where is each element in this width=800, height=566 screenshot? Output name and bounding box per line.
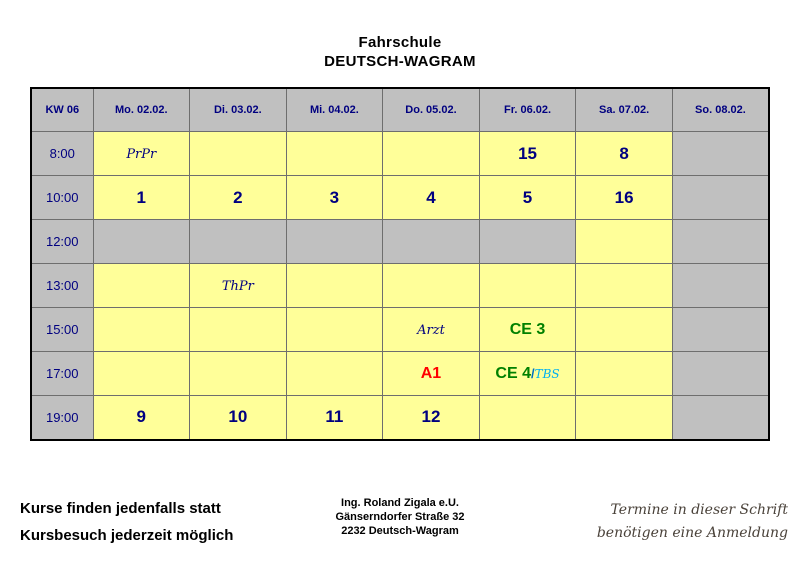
time-cell: 12:00 (31, 220, 93, 264)
schedule-entry: 8 (619, 143, 629, 163)
schedule-cell (383, 132, 480, 176)
schedule-entry: 11 (325, 407, 344, 427)
table-row (31, 176, 769, 220)
schedule-cell (479, 132, 576, 176)
table-row (31, 264, 769, 308)
schedule-cell (672, 396, 769, 440)
footer-address (300, 496, 500, 538)
schedule-cell (286, 176, 383, 220)
schedule-cell (383, 176, 480, 220)
schedule-cell (672, 352, 769, 396)
schedule-entry: 1 (136, 187, 147, 207)
title-line2: DEUTSCH-WAGRAM (324, 53, 476, 70)
schedule-cell (93, 396, 190, 440)
footer-right-line2: benötigen eine Anmeldung (596, 525, 788, 541)
schedule-cell (479, 396, 576, 440)
schedule-cell (190, 352, 287, 396)
schedule-cell (576, 396, 673, 440)
schedule-cell (190, 396, 287, 440)
schedule-cell (479, 220, 576, 264)
schedule-entry: TBS (534, 366, 560, 381)
page-title (0, 33, 800, 71)
schedule-cell (479, 264, 576, 308)
schedule-entry: 2 (233, 187, 243, 207)
header-cell-day: Mo. 02.02. (93, 88, 190, 132)
footer-left-line2: Kursbesuch jederzeit möglich (20, 527, 234, 544)
schedule-cell (286, 132, 383, 176)
schedule-cell (479, 308, 576, 352)
schedule-cell (479, 352, 576, 396)
schedule-entry: 15 (518, 143, 537, 163)
schedule-cell (286, 308, 383, 352)
time-cell: 19:00 (31, 396, 93, 440)
schedule-cell (383, 352, 480, 396)
schedule-cell (93, 220, 190, 264)
schedule-entry: 5 (522, 187, 533, 207)
table-row (31, 308, 769, 352)
header-cell-day: So. 08.02. (672, 88, 769, 132)
schedule-cell (576, 176, 673, 220)
schedule-entry: 9 (136, 407, 147, 427)
time-cell: 17:00 (31, 352, 93, 396)
schedule-cell (576, 220, 673, 264)
time-cell: 15:00 (31, 308, 93, 352)
title-line1: Fahrschule (358, 34, 442, 51)
footer-note-script (597, 499, 788, 545)
header-cell-day: Fr. 06.02. (479, 88, 576, 132)
schedule-cell (672, 264, 769, 308)
table-row (31, 132, 769, 176)
schedule-cell (93, 352, 190, 396)
schedule-entry: A1 (420, 364, 442, 382)
table-row (31, 220, 769, 264)
schedule-entry: 4 (426, 187, 436, 207)
schedule-entry: / (530, 365, 535, 381)
time-cell: 10:00 (31, 176, 93, 220)
schedule-cell (286, 220, 383, 264)
schedule-cell (190, 220, 287, 264)
schedule-entry: 3 (329, 187, 340, 207)
schedule-cell (383, 308, 480, 352)
time-cell: 13:00 (31, 264, 93, 308)
time-cell: 8:00 (31, 132, 93, 176)
footer-note-left (20, 495, 233, 549)
schedule-entry: 10 (228, 407, 248, 427)
schedule-cell (672, 308, 769, 352)
schedule-table (30, 87, 770, 441)
schedule-cell (190, 264, 287, 308)
schedule-cell (672, 220, 769, 264)
table-row (31, 396, 769, 440)
schedule-entry: CE 3 (509, 320, 546, 338)
footer-left-line1: Kurse finden jedenfalls statt (20, 500, 221, 517)
footer-address-street: Gänserndorfer Straße 32 (335, 511, 465, 523)
schedule-body (31, 132, 769, 440)
schedule-cell (93, 176, 190, 220)
schedule-entry: 16 (614, 187, 634, 207)
header-cell-week: KW 06 (31, 88, 93, 132)
schedule-entry: Arzt (417, 322, 445, 338)
schedule-cell (190, 132, 287, 176)
schedule-cell (286, 396, 383, 440)
schedule-entry: ThPr (221, 278, 254, 294)
schedule-cell (479, 176, 576, 220)
schedule-entry: 12 (421, 407, 441, 427)
header-cell-day: Do. 05.02. (383, 88, 480, 132)
schedule-cell (576, 352, 673, 396)
schedule-entry: PrPr (126, 146, 157, 162)
schedule-entry: CE 4 (495, 364, 531, 382)
schedule-cell (93, 308, 190, 352)
schedule-cell (190, 308, 287, 352)
schedule-cell (286, 352, 383, 396)
schedule-cell (190, 176, 287, 220)
schedule-cell (672, 176, 769, 220)
header-cell-day: Mi. 04.02. (286, 88, 383, 132)
footer-address-city: 2232 Deutsch-Wagram (341, 525, 459, 537)
table-row (31, 352, 769, 396)
schedule-cell (383, 220, 480, 264)
schedule-cell (576, 264, 673, 308)
schedule-cell (93, 132, 190, 176)
header-cell-day: Di. 03.02. (190, 88, 287, 132)
schedule-cell (672, 132, 769, 176)
header-cell-day: Sa. 07.02. (576, 88, 673, 132)
footer-right-line1: Termine in dieser Schrift (610, 502, 788, 518)
schedule-cell (93, 264, 190, 308)
schedule-cell (576, 308, 673, 352)
footer-address-name: Ing. Roland Zigala e.U. (341, 497, 459, 509)
schedule-cell (383, 396, 480, 440)
schedule-cell (383, 264, 480, 308)
schedule-cell (576, 132, 673, 176)
header-row (31, 88, 769, 132)
schedule-cell (286, 264, 383, 308)
